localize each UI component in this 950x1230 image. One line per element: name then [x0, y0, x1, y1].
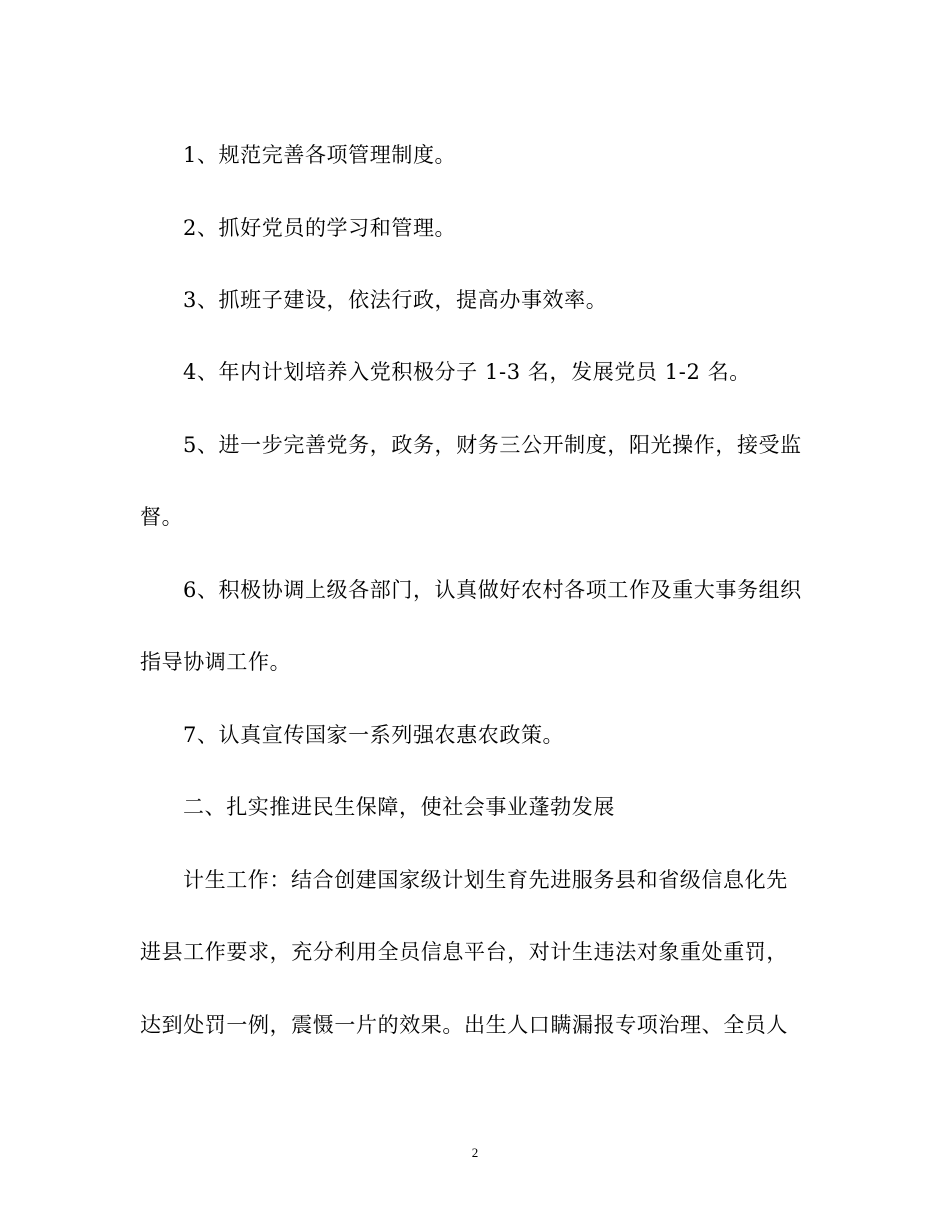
paragraph-line: 2、抓好党员的学习和管理。 — [183, 216, 457, 240]
paragraph-line: 1、规范完善各项管理制度。 — [183, 143, 457, 167]
paragraph-line: 指导协调工作。 — [140, 650, 292, 674]
paragraph-line: 达到处罚一例，震慑一片的效果。出生人口瞒漏报专项治理、全员人 — [140, 1013, 788, 1037]
paragraph-line: 5、进一步完善党务，政务，财务三公开制度，阳光操作，接受监 — [183, 433, 802, 457]
paragraph-line: 3、抓班子建设，依法行政，提高办事效率。 — [183, 288, 608, 312]
paragraph-line: 进县工作要求，充分利用全员信息平台，对计生违法对象重处重罚， — [140, 940, 788, 964]
paragraph-line: 7、认真宣传国家一系列强农惠农政策。 — [183, 723, 565, 747]
paragraph-line: 4、年内计划培养入党积极分子 1-3 名，发展党员 1-2 名。 — [183, 360, 751, 384]
section-heading: 二、扎实推进民生保障，使社会事业蓬勃发展 — [183, 795, 615, 819]
paragraph-line: 计生工作：结合创建国家级计划生育先进服务县和省级信息化先 — [183, 868, 788, 892]
paragraph-line: 督。 — [140, 505, 184, 529]
page-number: 2 — [471, 1145, 479, 1160]
paragraph-line: 6、积极协调上级各部门，认真做好农村各项工作及重大事务组织 — [183, 578, 802, 602]
